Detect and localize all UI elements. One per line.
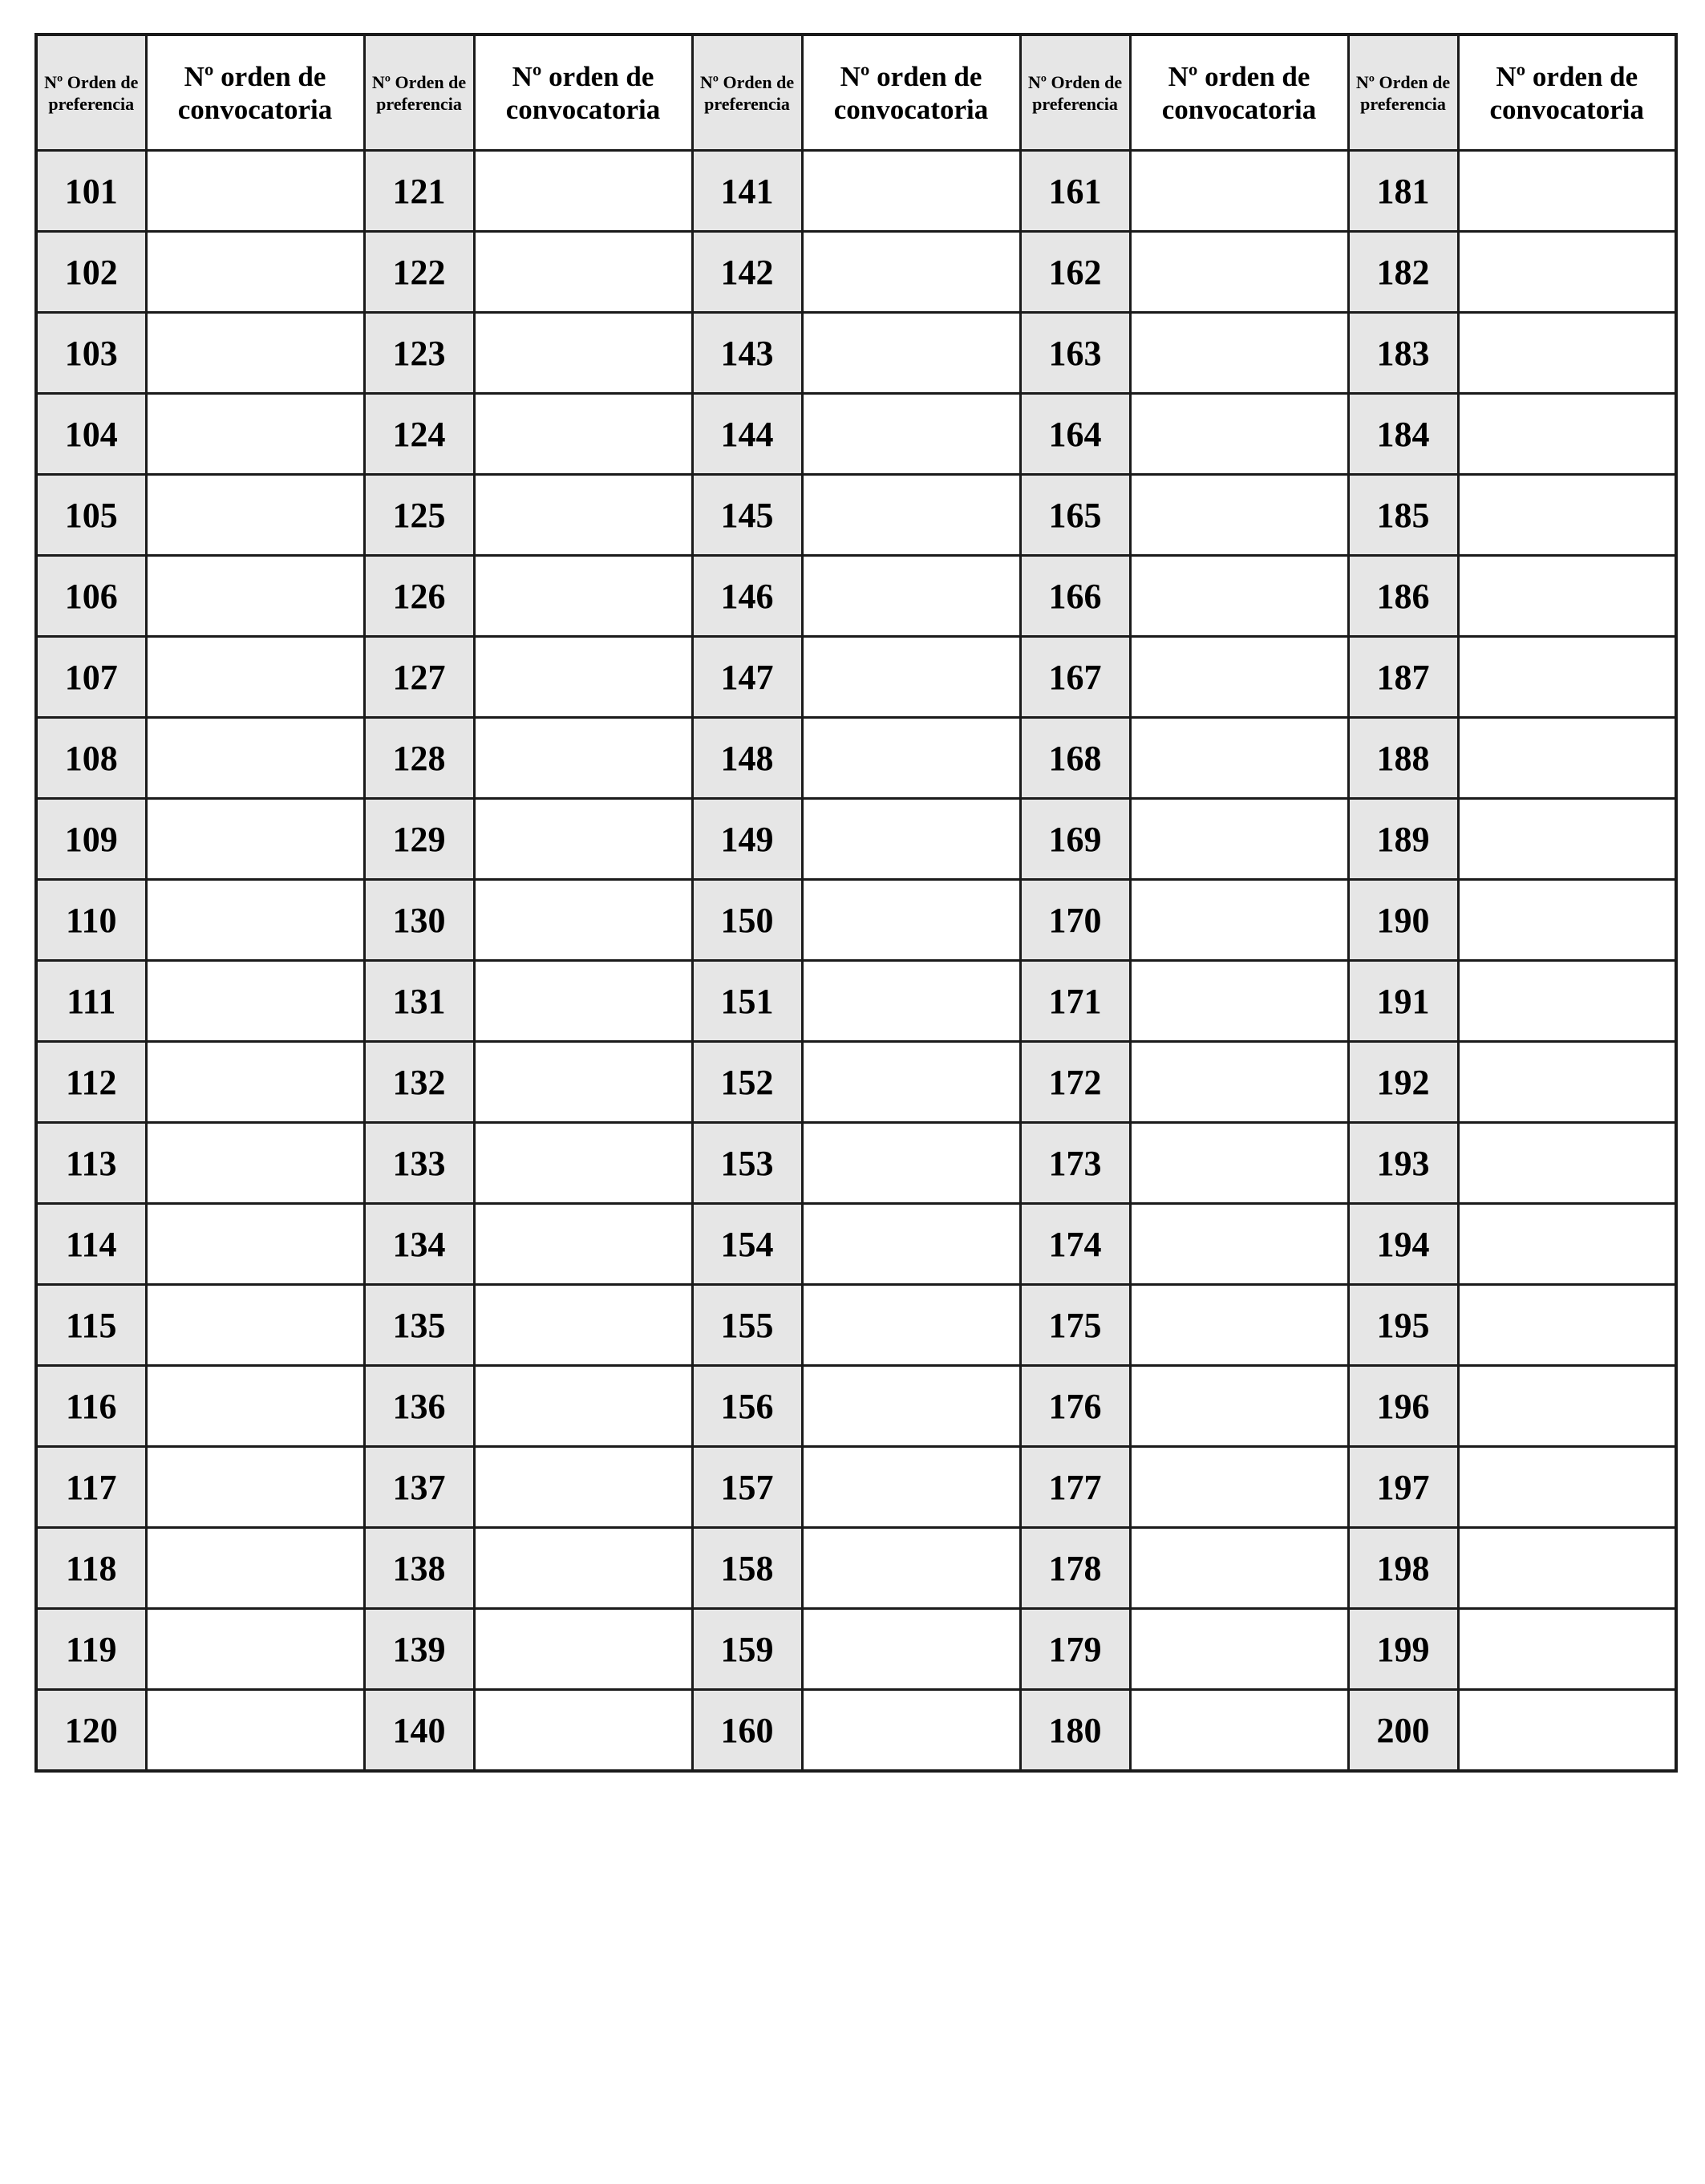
preference-number-cell: 181 — [1348, 151, 1458, 232]
preference-number-cell: 128 — [364, 718, 474, 799]
preference-table — [34, 33, 1678, 1773]
convocatoria-entry-cell[interactable] — [1458, 1204, 1676, 1285]
convocatoria-entry-cell[interactable] — [802, 313, 1020, 394]
table-row — [36, 556, 1676, 637]
preference-number-cell: 111 — [36, 961, 146, 1042]
convocatoria-entry-cell[interactable] — [1130, 475, 1348, 556]
convocatoria-entry-cell[interactable] — [802, 880, 1020, 961]
convocatoria-entry-cell[interactable] — [1130, 1528, 1348, 1609]
preference-number-cell: 162 — [1020, 232, 1130, 313]
convocatoria-entry-cell[interactable] — [1130, 1609, 1348, 1690]
convocatoria-entry-cell[interactable] — [802, 556, 1020, 637]
convocatoria-entry-cell[interactable] — [1458, 556, 1676, 637]
preference-number-cell: 200 — [1348, 1690, 1458, 1772]
convocatoria-entry-cell[interactable] — [474, 1123, 692, 1204]
convocatoria-entry-cell[interactable] — [146, 1447, 364, 1528]
preference-number-cell: 129 — [364, 799, 474, 880]
convocatoria-entry-cell[interactable] — [1130, 1690, 1348, 1772]
preference-number-cell: 123 — [364, 313, 474, 394]
preference-number-cell: 185 — [1348, 475, 1458, 556]
preference-number-cell: 113 — [36, 1123, 146, 1204]
convocatoria-entry-cell[interactable] — [802, 1609, 1020, 1690]
preference-number-cell: 101 — [36, 151, 146, 232]
convocatoria-entry-cell[interactable] — [802, 637, 1020, 718]
preference-number-cell: 164 — [1020, 394, 1130, 475]
convocatoria-entry-cell[interactable] — [474, 1042, 692, 1123]
preference-number-cell: 184 — [1348, 394, 1458, 475]
preference-number-cell: 132 — [364, 1042, 474, 1123]
table-row — [36, 475, 1676, 556]
convocatoria-entry-cell[interactable] — [474, 232, 692, 313]
preference-number-cell: 116 — [36, 1366, 146, 1447]
convocatoria-entry-cell[interactable] — [474, 1690, 692, 1772]
convocatoria-entry-cell[interactable] — [802, 1690, 1020, 1772]
convocatoria-entry-cell[interactable] — [1130, 394, 1348, 475]
convocatoria-entry-cell[interactable] — [1458, 1528, 1676, 1609]
convocatoria-entry-cell[interactable] — [146, 1204, 364, 1285]
preference-number-cell: 188 — [1348, 718, 1458, 799]
preference-number-cell: 106 — [36, 556, 146, 637]
convocatoria-entry-cell[interactable] — [1130, 637, 1348, 718]
convocatoria-entry-cell[interactable] — [1458, 475, 1676, 556]
table-row — [36, 799, 1676, 880]
convocatoria-entry-cell[interactable] — [474, 880, 692, 961]
convocatoria-entry-cell[interactable] — [146, 1366, 364, 1447]
convocatoria-entry-cell[interactable] — [146, 313, 364, 394]
preference-number-cell: 169 — [1020, 799, 1130, 880]
convocatoria-entry-cell[interactable] — [1130, 799, 1348, 880]
preference-number-cell: 110 — [36, 880, 146, 961]
convocatoria-entry-cell[interactable] — [802, 394, 1020, 475]
preference-number-cell: 121 — [364, 151, 474, 232]
preference-number-cell: 154 — [692, 1204, 802, 1285]
preference-number-cell: 163 — [1020, 313, 1130, 394]
preference-number-cell: 167 — [1020, 637, 1130, 718]
preference-number-cell: 186 — [1348, 556, 1458, 637]
table-row — [36, 1366, 1676, 1447]
table-row — [36, 1204, 1676, 1285]
convocatoria-entry-cell[interactable] — [1458, 151, 1676, 232]
preference-number-cell: 134 — [364, 1204, 474, 1285]
convocatoria-entry-cell[interactable] — [146, 637, 364, 718]
table-body — [36, 151, 1676, 1772]
convocatoria-entry-cell[interactable] — [474, 637, 692, 718]
convocatoria-entry-cell[interactable] — [146, 1690, 364, 1772]
preference-number-cell: 109 — [36, 799, 146, 880]
preference-number-cell: 165 — [1020, 475, 1130, 556]
convocatoria-entry-cell[interactable] — [146, 556, 364, 637]
preference-number-cell: 193 — [1348, 1123, 1458, 1204]
header-orden-convocatoria: Nº orden de convocatoria — [1458, 34, 1676, 151]
preference-number-cell: 175 — [1020, 1285, 1130, 1366]
preference-number-cell: 170 — [1020, 880, 1130, 961]
convocatoria-entry-cell[interactable] — [474, 1447, 692, 1528]
convocatoria-entry-cell[interactable] — [146, 232, 364, 313]
preference-number-cell: 153 — [692, 1123, 802, 1204]
header-orden-preferencia: Nº Orden de preferencia — [364, 34, 474, 151]
header-orden-convocatoria: Nº orden de convocatoria — [802, 34, 1020, 151]
preference-number-cell: 115 — [36, 1285, 146, 1366]
convocatoria-entry-cell[interactable] — [802, 1123, 1020, 1204]
table-row — [36, 880, 1676, 961]
preference-number-cell: 118 — [36, 1528, 146, 1609]
header-orden-preferencia: Nº Orden de preferencia — [692, 34, 802, 151]
table-header — [36, 34, 1676, 151]
preference-number-cell: 120 — [36, 1690, 146, 1772]
convocatoria-entry-cell[interactable] — [474, 151, 692, 232]
preference-number-cell: 105 — [36, 475, 146, 556]
preference-number-cell: 139 — [364, 1609, 474, 1690]
table-row — [36, 718, 1676, 799]
convocatoria-entry-cell[interactable] — [1458, 1285, 1676, 1366]
preference-number-cell: 156 — [692, 1366, 802, 1447]
header-orden-convocatoria: Nº orden de convocatoria — [146, 34, 364, 151]
preference-number-cell: 172 — [1020, 1042, 1130, 1123]
convocatoria-entry-cell[interactable] — [1130, 1366, 1348, 1447]
convocatoria-entry-cell[interactable] — [474, 1285, 692, 1366]
preference-number-cell: 148 — [692, 718, 802, 799]
preference-number-cell: 107 — [36, 637, 146, 718]
convocatoria-entry-cell[interactable] — [474, 1528, 692, 1609]
convocatoria-entry-cell[interactable] — [1130, 718, 1348, 799]
convocatoria-entry-cell[interactable] — [1458, 394, 1676, 475]
convocatoria-entry-cell[interactable] — [1458, 880, 1676, 961]
preference-number-cell: 197 — [1348, 1447, 1458, 1528]
preference-number-cell: 192 — [1348, 1042, 1458, 1123]
preference-number-cell: 138 — [364, 1528, 474, 1609]
preference-number-cell: 140 — [364, 1690, 474, 1772]
header-orden-preferencia: Nº Orden de preferencia — [1020, 34, 1130, 151]
convocatoria-entry-cell[interactable] — [802, 1204, 1020, 1285]
preference-number-cell: 131 — [364, 961, 474, 1042]
convocatoria-entry-cell[interactable] — [802, 151, 1020, 232]
convocatoria-entry-cell[interactable] — [1458, 1123, 1676, 1204]
preference-number-cell: 158 — [692, 1528, 802, 1609]
preference-number-cell: 183 — [1348, 313, 1458, 394]
convocatoria-entry-cell[interactable] — [474, 1204, 692, 1285]
convocatoria-entry-cell[interactable] — [1458, 637, 1676, 718]
table-row — [36, 313, 1676, 394]
preference-number-cell: 147 — [692, 637, 802, 718]
preference-number-cell: 136 — [364, 1366, 474, 1447]
preference-number-cell: 130 — [364, 880, 474, 961]
preference-number-cell: 141 — [692, 151, 802, 232]
preference-number-cell: 143 — [692, 313, 802, 394]
preference-number-cell: 189 — [1348, 799, 1458, 880]
preference-number-cell: 194 — [1348, 1204, 1458, 1285]
convocatoria-entry-cell[interactable] — [802, 1285, 1020, 1366]
preference-number-cell: 195 — [1348, 1285, 1458, 1366]
convocatoria-entry-cell[interactable] — [146, 718, 364, 799]
convocatoria-entry-cell[interactable] — [1130, 1042, 1348, 1123]
table-row — [36, 1447, 1676, 1528]
preference-number-cell: 174 — [1020, 1204, 1130, 1285]
convocatoria-entry-cell[interactable] — [146, 1042, 364, 1123]
preference-number-cell: 173 — [1020, 1123, 1130, 1204]
convocatoria-entry-cell[interactable] — [1458, 1690, 1676, 1772]
preference-number-cell: 178 — [1020, 1528, 1130, 1609]
convocatoria-entry-cell[interactable] — [802, 1366, 1020, 1447]
preference-number-cell: 176 — [1020, 1366, 1130, 1447]
header-orden-convocatoria: Nº orden de convocatoria — [474, 34, 692, 151]
preference-number-cell: 124 — [364, 394, 474, 475]
convocatoria-entry-cell[interactable] — [146, 961, 364, 1042]
table-row — [36, 637, 1676, 718]
preference-number-cell: 161 — [1020, 151, 1130, 232]
preference-number-cell: 104 — [36, 394, 146, 475]
convocatoria-entry-cell[interactable] — [1130, 151, 1348, 232]
convocatoria-entry-cell[interactable] — [1458, 1042, 1676, 1123]
convocatoria-entry-cell[interactable] — [474, 313, 692, 394]
convocatoria-entry-cell[interactable] — [1458, 718, 1676, 799]
preference-number-cell: 108 — [36, 718, 146, 799]
convocatoria-entry-cell[interactable] — [802, 961, 1020, 1042]
convocatoria-entry-cell[interactable] — [1458, 1609, 1676, 1690]
preference-number-cell: 145 — [692, 475, 802, 556]
convocatoria-entry-cell[interactable] — [474, 556, 692, 637]
preference-number-cell: 160 — [692, 1690, 802, 1772]
preference-number-cell: 122 — [364, 232, 474, 313]
preference-number-cell: 196 — [1348, 1366, 1458, 1447]
preference-number-cell: 199 — [1348, 1609, 1458, 1690]
convocatoria-entry-cell[interactable] — [146, 151, 364, 232]
convocatoria-entry-cell[interactable] — [1458, 1366, 1676, 1447]
convocatoria-entry-cell[interactable] — [802, 475, 1020, 556]
convocatoria-entry-cell[interactable] — [802, 718, 1020, 799]
preference-number-cell: 198 — [1348, 1528, 1458, 1609]
convocatoria-entry-cell[interactable] — [146, 1609, 364, 1690]
convocatoria-entry-cell[interactable] — [802, 1447, 1020, 1528]
preference-number-cell: 135 — [364, 1285, 474, 1366]
preference-number-cell: 177 — [1020, 1447, 1130, 1528]
convocatoria-entry-cell[interactable] — [474, 718, 692, 799]
convocatoria-entry-cell[interactable] — [1130, 1204, 1348, 1285]
table-row — [36, 1042, 1676, 1123]
table-row — [36, 394, 1676, 475]
convocatoria-entry-cell[interactable] — [474, 1366, 692, 1447]
preference-number-cell: 133 — [364, 1123, 474, 1204]
table-row — [36, 232, 1676, 313]
preference-number-cell: 142 — [692, 232, 802, 313]
preference-number-cell: 190 — [1348, 880, 1458, 961]
preference-number-cell: 102 — [36, 232, 146, 313]
header-orden-preferencia: Nº Orden de preferencia — [1348, 34, 1458, 151]
convocatoria-entry-cell[interactable] — [146, 475, 364, 556]
preference-number-cell: 171 — [1020, 961, 1130, 1042]
convocatoria-entry-cell[interactable] — [802, 1042, 1020, 1123]
convocatoria-entry-cell[interactable] — [474, 394, 692, 475]
convocatoria-entry-cell[interactable] — [802, 1528, 1020, 1609]
preference-number-cell: 137 — [364, 1447, 474, 1528]
preference-number-cell: 149 — [692, 799, 802, 880]
table-row — [36, 1690, 1676, 1772]
table-row — [36, 1123, 1676, 1204]
convocatoria-entry-cell[interactable] — [1130, 880, 1348, 961]
preference-number-cell: 187 — [1348, 637, 1458, 718]
preference-number-cell: 126 — [364, 556, 474, 637]
convocatoria-entry-cell[interactable] — [1130, 1447, 1348, 1528]
header-orden-preferencia: Nº Orden de preferencia — [36, 34, 146, 151]
preference-number-cell: 119 — [36, 1609, 146, 1690]
preference-number-cell: 180 — [1020, 1690, 1130, 1772]
convocatoria-entry-cell[interactable] — [1458, 1447, 1676, 1528]
convocatoria-entry-cell[interactable] — [146, 799, 364, 880]
table-row — [36, 961, 1676, 1042]
convocatoria-entry-cell[interactable] — [146, 880, 364, 961]
convocatoria-entry-cell[interactable] — [1130, 1285, 1348, 1366]
convocatoria-entry-cell[interactable] — [1458, 961, 1676, 1042]
preference-number-cell: 191 — [1348, 961, 1458, 1042]
preference-number-cell: 152 — [692, 1042, 802, 1123]
preference-number-cell: 155 — [692, 1285, 802, 1366]
convocatoria-entry-cell[interactable] — [146, 394, 364, 475]
table-row — [36, 1285, 1676, 1366]
preference-number-cell: 103 — [36, 313, 146, 394]
convocatoria-entry-cell[interactable] — [1130, 313, 1348, 394]
preference-number-cell: 114 — [36, 1204, 146, 1285]
preference-number-cell: 117 — [36, 1447, 146, 1528]
convocatoria-entry-cell[interactable] — [474, 961, 692, 1042]
preference-number-cell: 127 — [364, 637, 474, 718]
table-row — [36, 1609, 1676, 1690]
preference-number-cell: 125 — [364, 475, 474, 556]
convocatoria-entry-cell[interactable] — [474, 475, 692, 556]
table-row — [36, 1528, 1676, 1609]
preference-number-cell: 159 — [692, 1609, 802, 1690]
preference-number-cell: 168 — [1020, 718, 1130, 799]
convocatoria-entry-cell[interactable] — [146, 1123, 364, 1204]
preference-number-cell: 182 — [1348, 232, 1458, 313]
preference-number-cell: 151 — [692, 961, 802, 1042]
preference-number-cell: 157 — [692, 1447, 802, 1528]
header-row — [36, 34, 1676, 151]
convocatoria-entry-cell[interactable] — [1458, 232, 1676, 313]
convocatoria-entry-cell[interactable] — [146, 1285, 364, 1366]
header-orden-convocatoria: Nº orden de convocatoria — [1130, 34, 1348, 151]
convocatoria-entry-cell[interactable] — [802, 799, 1020, 880]
convocatoria-entry-cell[interactable] — [802, 232, 1020, 313]
preference-number-cell: 144 — [692, 394, 802, 475]
convocatoria-entry-cell[interactable] — [474, 799, 692, 880]
convocatoria-entry-cell[interactable] — [1130, 961, 1348, 1042]
convocatoria-entry-cell[interactable] — [1458, 799, 1676, 880]
convocatoria-entry-cell[interactable] — [1130, 1123, 1348, 1204]
table-row — [36, 151, 1676, 232]
preference-number-cell: 112 — [36, 1042, 146, 1123]
convocatoria-entry-cell[interactable] — [1130, 556, 1348, 637]
preference-number-cell: 166 — [1020, 556, 1130, 637]
convocatoria-entry-cell[interactable] — [1458, 313, 1676, 394]
convocatoria-entry-cell[interactable] — [474, 1609, 692, 1690]
preference-number-cell: 179 — [1020, 1609, 1130, 1690]
convocatoria-entry-cell[interactable] — [1130, 232, 1348, 313]
preference-number-cell: 146 — [692, 556, 802, 637]
preference-number-cell: 150 — [692, 880, 802, 961]
convocatoria-entry-cell[interactable] — [146, 1528, 364, 1609]
